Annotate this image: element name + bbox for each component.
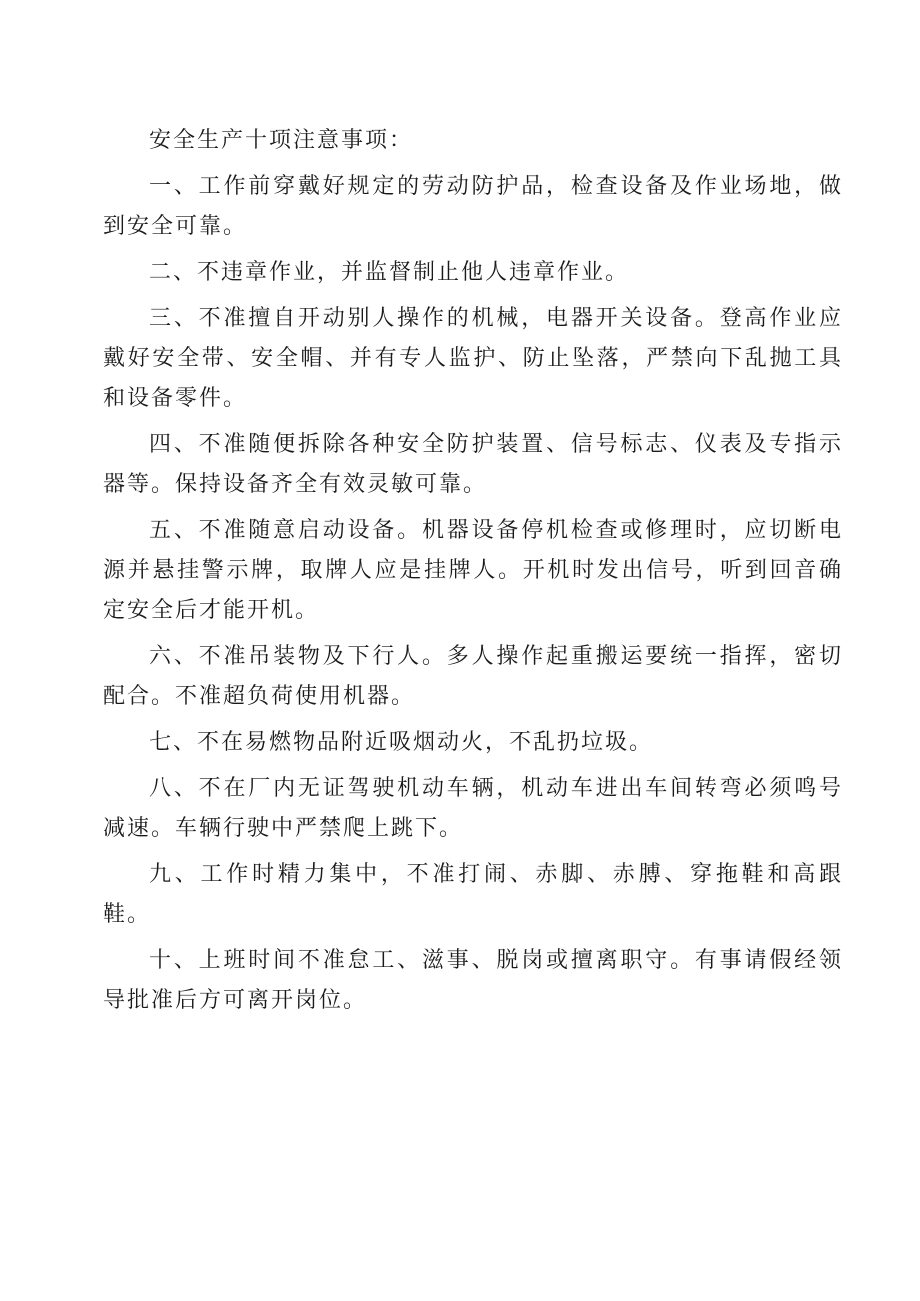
rule-item-6: 六、不准吊装物及下行人。多人操作起重搬运要统一指挥，密切配合。不准超负荷使用机器。 bbox=[103, 644, 843, 709]
rule-item-8: 八、不在厂内无证驾驶机动车辆，机动车进出车间转弯必须鸣号减速。车辆行驶中严禁爬上跳下。 bbox=[103, 776, 843, 841]
document-heading: 安全生产十项注意事项： bbox=[149, 128, 414, 153]
document-body bbox=[103, 121, 843, 1027]
rule-item-7: 七、不在易燃物品附近吸烟动火，不乱扔垃圾。 bbox=[149, 730, 654, 755]
rule-item-2: 二、不违章作业，并监督制止他人违章作业。 bbox=[149, 260, 630, 285]
rule-item-1: 一、工作前穿戴好规定的劳动防护品，检查设备及作业场地，做到安全可靠。 bbox=[103, 174, 843, 239]
rule-item-10: 十、上班时间不准怠工、滋事、脱岗或擅离职守。有事请假经领导批准后方可离开岗位。 bbox=[103, 948, 843, 1013]
rule-item-9: 九、工作时精力集中，不准打闹、赤脚、赤膊、穿拖鞋和高跟鞋。 bbox=[103, 862, 843, 927]
rule-item-4: 四、不准随便拆除各种安全防护装置、信号标志、仪表及专指示器等。保持设备齐全有效灵敏可靠。 bbox=[103, 432, 843, 497]
rule-item-5: 五、不准随意启动设备。机器设备停机检查或修理时，应切断电源并悬挂警示牌，取牌人应是挂牌人。开机时发出信号，听到回音确定安全后才能开机。 bbox=[103, 518, 843, 623]
rule-item-3: 三、不准擅自开动别人操作的机械，电器开关设备。登高作业应戴好安全带、安全帽、并有专人监护、防止坠落，严禁向下乱抛工具和设备零件。 bbox=[103, 306, 843, 411]
